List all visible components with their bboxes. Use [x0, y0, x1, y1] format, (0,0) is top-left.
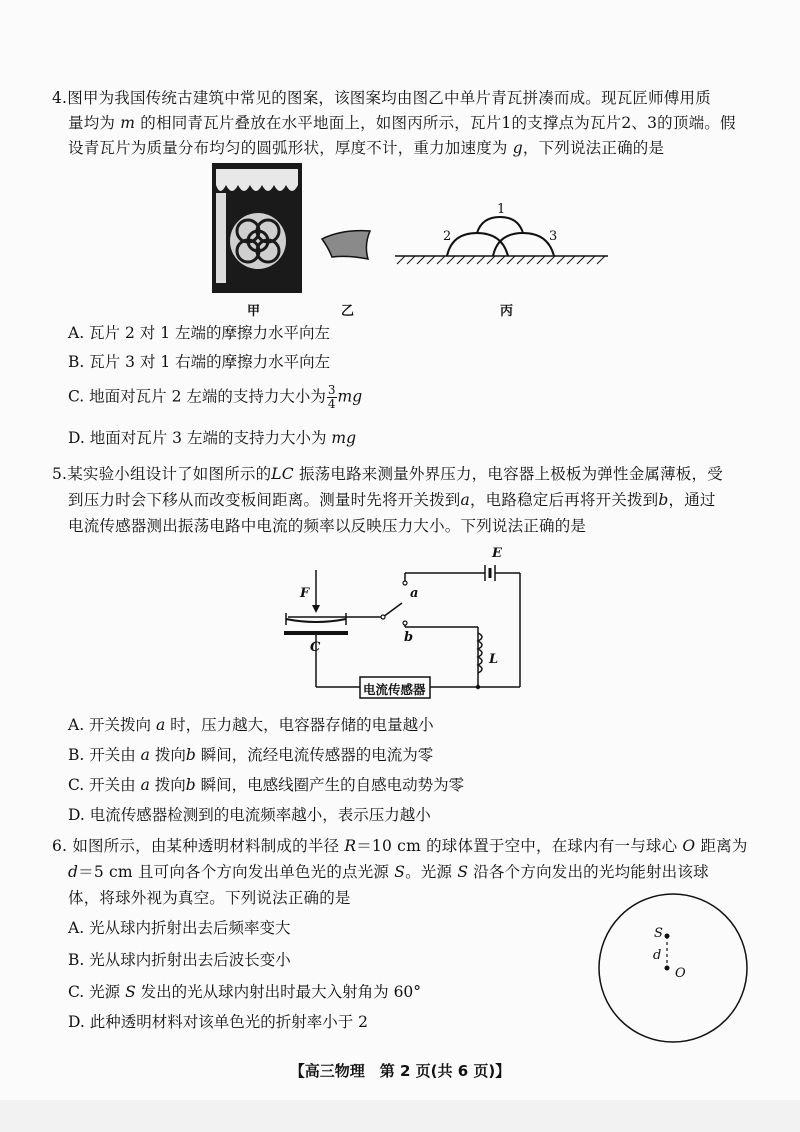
caption-jia: 甲 — [247, 304, 261, 319]
label-C: C — [310, 640, 321, 655]
label-b: b — [404, 630, 414, 645]
q6-option-b: B. 光从球内折射出去后波长变小 — [68, 951, 291, 969]
caption-bing: 丙 — [500, 304, 514, 319]
bottom-strip — [0, 1100, 800, 1132]
q6-option-a: A. 光从球内折射出去后频率变大 — [68, 919, 291, 937]
q4-stem-line-3: 设青瓦片为质量分布均匀的圆弧形状，厚度不计，重力加速度为 g，下列说法正确的是 — [68, 139, 665, 157]
q5-option-d: D. 电流传感器检测到的电流频率越小，表示压力越小 — [68, 806, 431, 824]
label-E: E — [492, 546, 502, 561]
q6-stem-line-1: 6. 如图所示，由某种透明材料制成的半径 R＝10 cm 的球体置于空中，在球内有一与球心 O 距离为 — [52, 837, 748, 855]
q5-option-b: B. 开关由 a 拨向b 瞬间，流经电流传感器的电流为零 — [68, 746, 434, 764]
q5-option-a: A. 开关拨向 a 时，压力越大，电容器存储的电量越小 — [68, 716, 434, 734]
label-S: S — [654, 926, 663, 941]
q5-stem-line-1: 5.某实验小组设计了如图所示的LC 振荡电路来测量外界压力，电容器上极板为弹性金属薄板，受 — [52, 465, 723, 483]
fraction-3-4: $\frac{3}{4}$ — [327, 383, 336, 411]
page-footer: 【高三物理 第 2 页(共 6 页)】 — [289, 1062, 511, 1080]
label-d: d — [653, 948, 662, 963]
q5-option-c: C. 开关由 a 拨向b 瞬间，电感线圈产生的自感电动势为零 — [68, 776, 465, 794]
q6-stem-line-3: 体，将球外视为真空。下列说法正确的是 — [68, 889, 351, 907]
tile-label-1: 1 — [497, 202, 506, 217]
label-L: L — [489, 652, 499, 667]
label-O: O — [675, 966, 686, 981]
q5-stem-line-2: 到压力时会下移从而改变板间距离。测量时先将开关拨到a，电路稳定后再将开关拨到b，通过 — [68, 491, 716, 509]
figure-yi — [318, 225, 378, 265]
caption-yi: 乙 — [341, 304, 355, 319]
q4-stem-line-1: 4.图甲为我国传统古建筑中常见的图案，该图案均由图乙中单片青瓦拼凑而成。现瓦匠师傅用质 — [52, 89, 711, 107]
q5-stem-line-3: 电流传感器测出振荡电路中电流的频率以反映压力大小。下列说法正确的是 — [68, 517, 587, 535]
q4-option-d: D. 地面对瓦片 3 左端的支持力大小为 mg — [68, 429, 356, 447]
q6-stem-line-2: d＝5 cm 且可向各个方向发出单色光的点光源 S。光源 S 沿各个方向发出的光均能射出该球 — [68, 863, 709, 881]
tile-label-2: 2 — [443, 229, 452, 244]
label-F: F — [300, 586, 310, 601]
q6-option-c: C. 光源 S 发出的光从球内射出时最大入射角为 60° — [68, 983, 422, 1001]
label-a: a — [410, 586, 419, 601]
q4-option-b: B. 瓦片 3 对 1 右端的摩擦力水平向左 — [68, 353, 331, 371]
q4-stem-line-2: 量均为 m 的相同青瓦片叠放在水平地面上，如图丙所示，瓦片1的支撑点为瓦片2、3的顶端。假 — [68, 114, 736, 132]
q4-option-c: C. 地面对瓦片 2 左端的支持力大小为 $\frac{3}{4}$ mg — [68, 383, 363, 411]
q4-option-a: A. 瓦片 2 对 1 左端的摩擦力水平向左 — [68, 324, 330, 342]
figure-jia — [212, 163, 302, 293]
current-sensor-label: 电流传感器 — [363, 682, 426, 697]
tile-label-3: 3 — [549, 229, 558, 244]
q6-option-d: D. 此种透明材料对该单色光的折射率小于 2 — [68, 1013, 369, 1031]
